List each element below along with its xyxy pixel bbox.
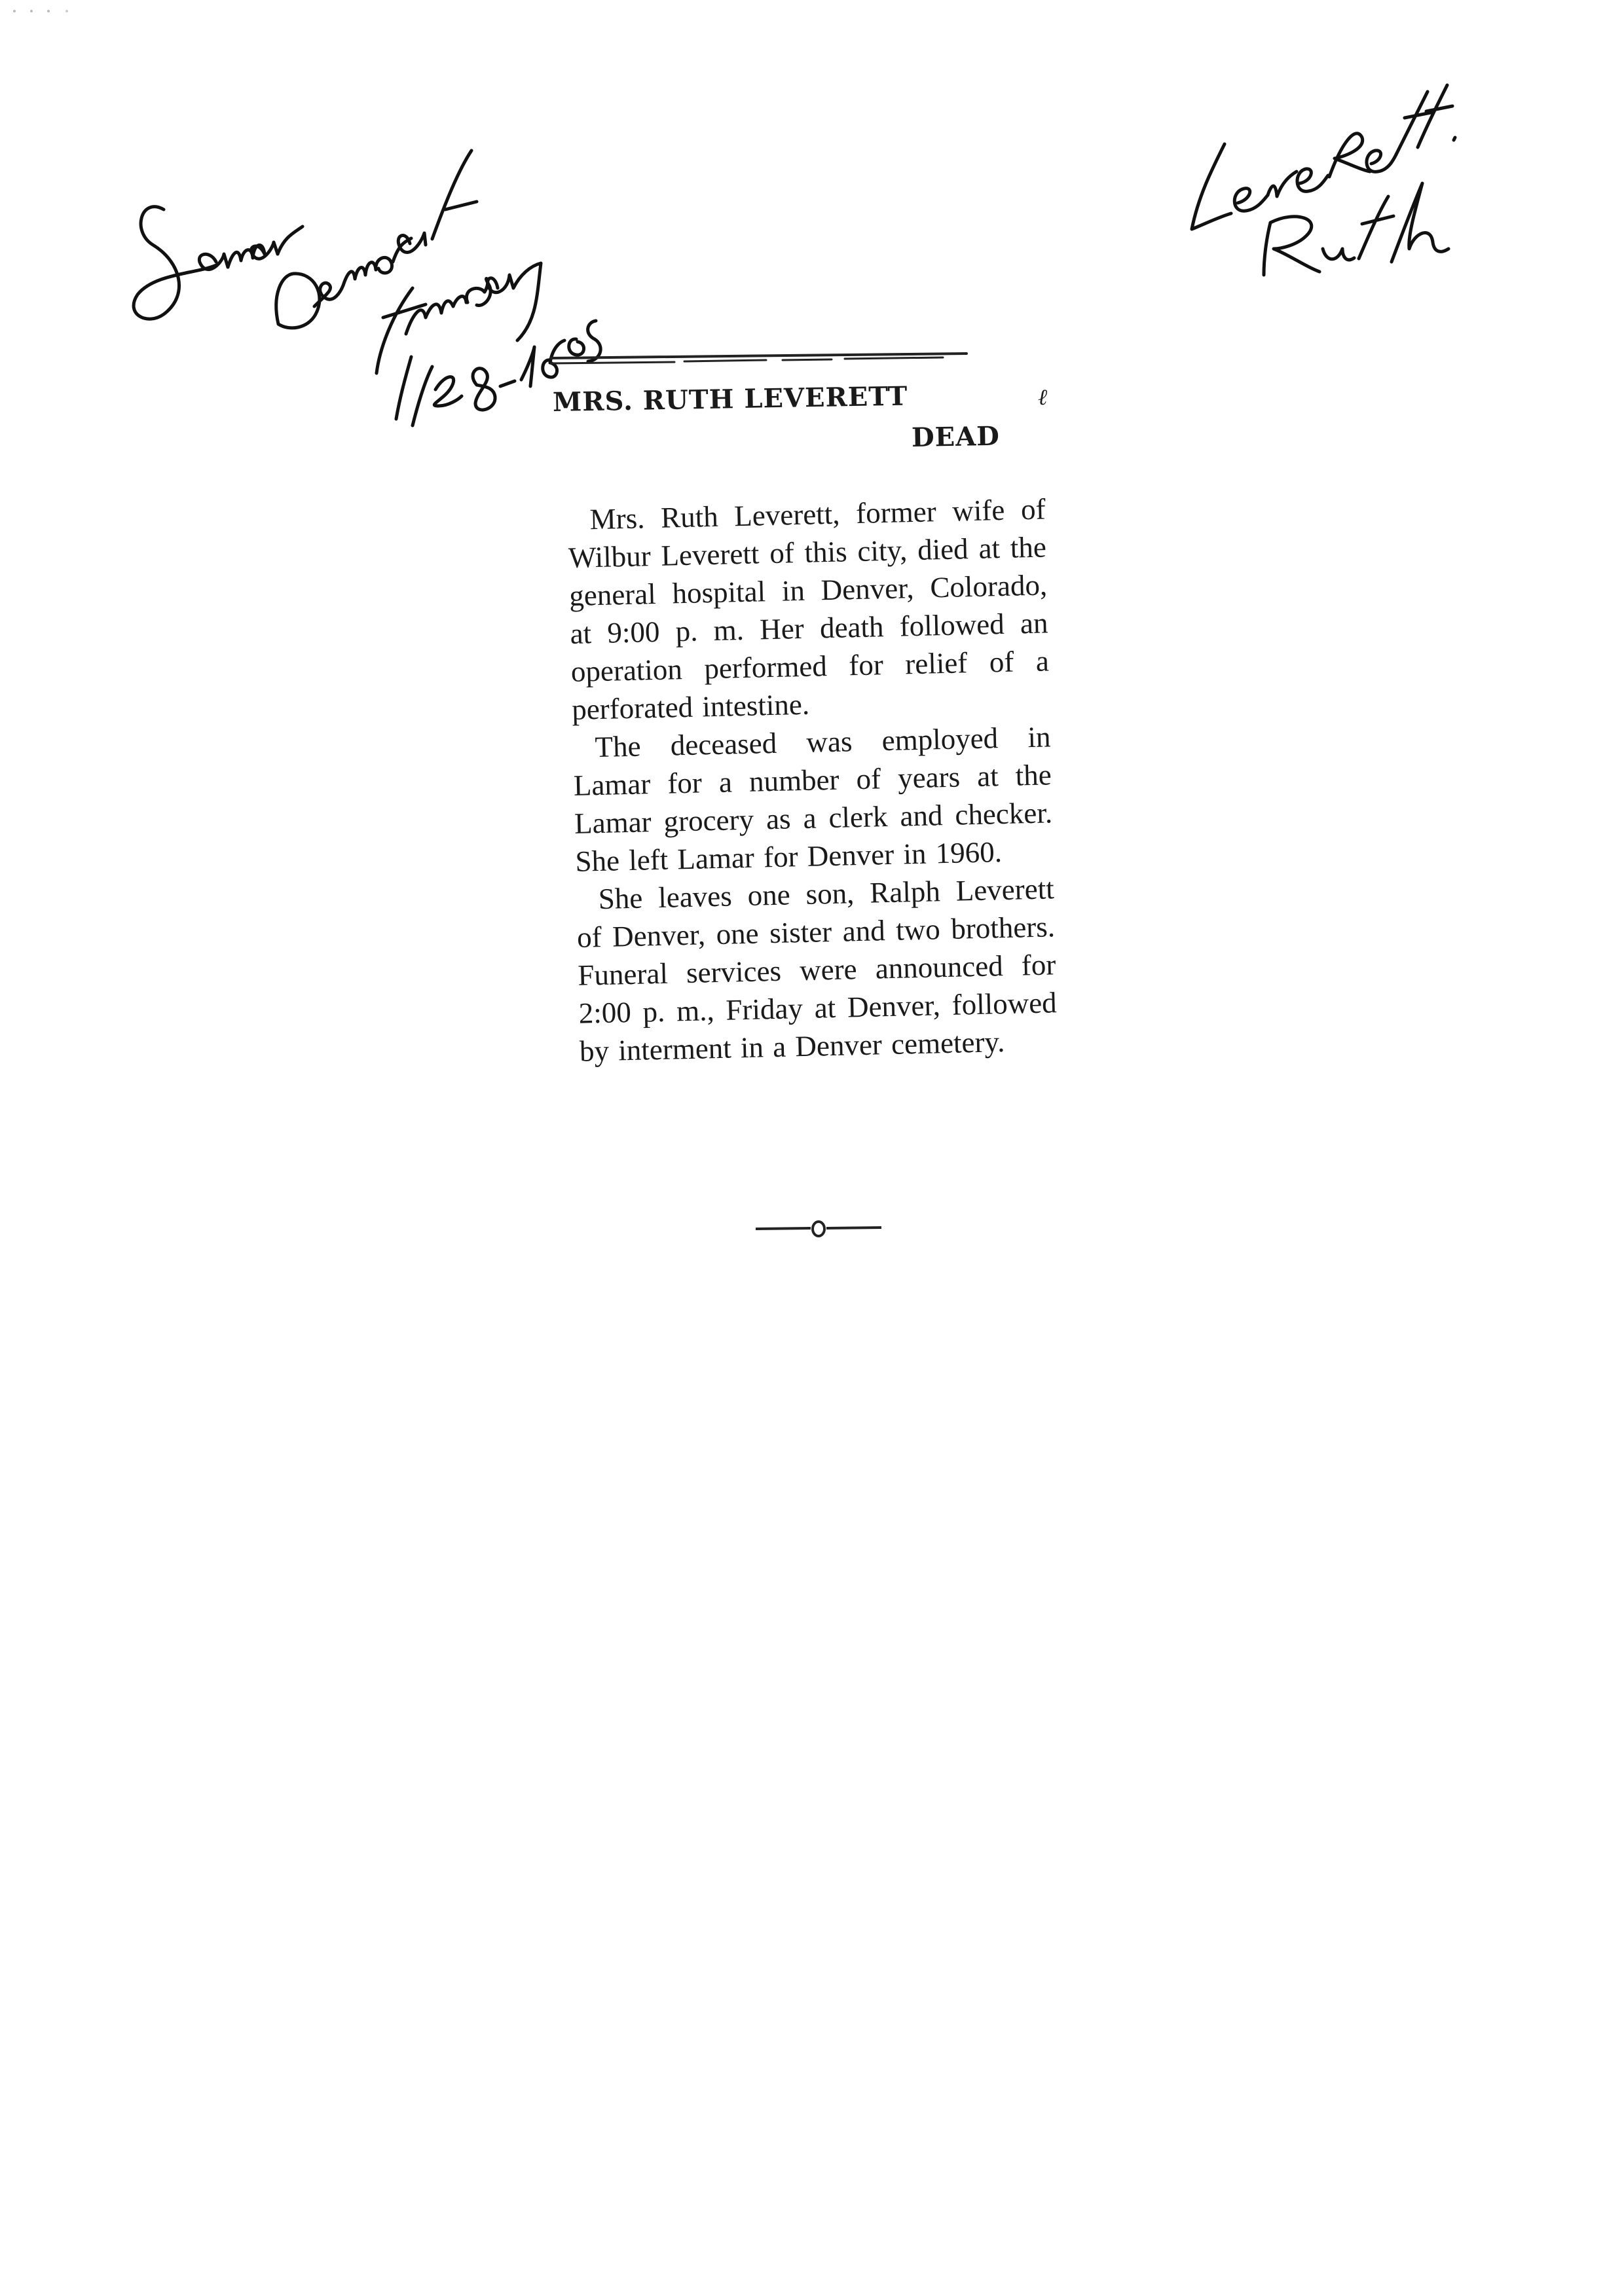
headline-rule: [550, 350, 969, 370]
article-paragraph-3: She leaves one son, Ralph Leverett of Denver, one sister and two brothers. Funeral services were announced for 2:00 p. m., Friday at Denver, followed by interment in a Denver cemetery.: [576, 872, 1058, 1068]
article-body: [567, 490, 1058, 1070]
stray-ink-mark: ℓ: [1038, 384, 1048, 410]
end-of-article-mark: [753, 1216, 884, 1239]
headline-line-2: DEAD: [911, 420, 1001, 453]
headline-line-1: MRS. RUTH LEVERETT: [552, 380, 908, 418]
newspaper-clipping: [544, 350, 1061, 1244]
handwritten-note-left: [118, 98, 602, 439]
handwritten-note-right: [1166, 72, 1486, 295]
article-paragraph-2: The deceased was employed in Lamar for a number of years at the Lamar grocery as a clerk and checker. She left Lamar for Denver in 1960.: [573, 720, 1053, 878]
scan-artifact-dots: [12, 9, 71, 13]
article-paragraph-1: Mrs. Ruth Leverett, former wife of Wilbur Leverett of this city, died at the general hospital in Denver, Colorado, at 9:00 p. m. Her death followed an operation performed for relief of a perforated intestine.: [568, 492, 1050, 726]
